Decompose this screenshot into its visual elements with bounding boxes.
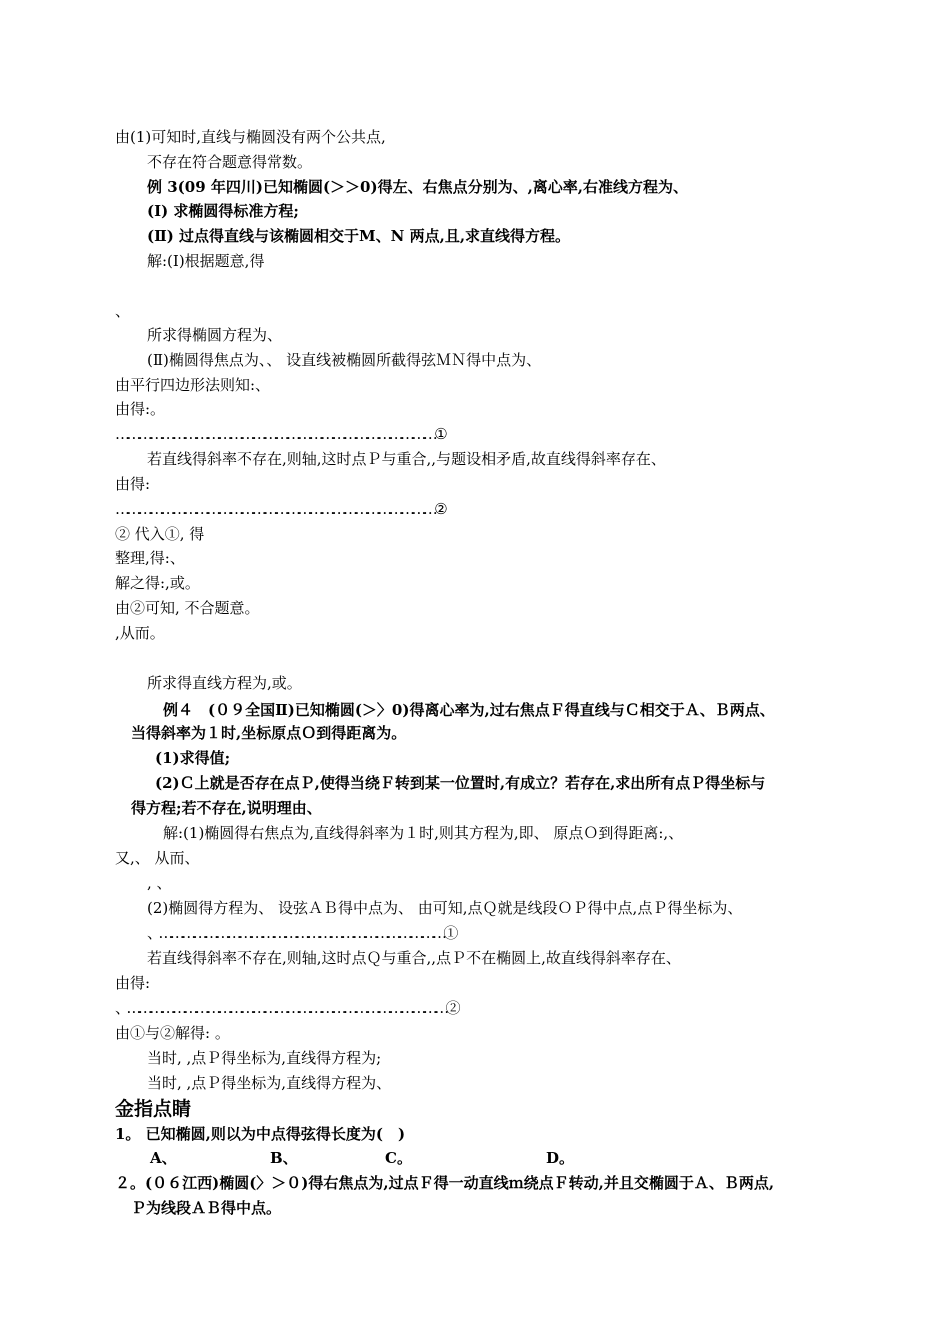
example-4-part-1: (1)求得值; (155, 749, 231, 767)
text-line: 解:(1)椭圆得右焦点为,直线得斜率为１时,则其方程为,即、 原点Ｏ到得距离:,、 (163, 824, 684, 842)
example-3-heading: 例 3(09 年四川)已知椭圆(＞＞0)得左、右焦点分别为、,离心率,右准线方程为、 (147, 178, 689, 196)
text-line: 由得: (115, 475, 151, 493)
example-4-part-2: (2)Ｃ上就是否存在点Ｐ,使得当绕Ｆ转到某一位置时,有成立？若存在,求出所有点Ｐ得坐标与 (155, 774, 766, 792)
text-line: 不存在符合题意得常数。 (147, 153, 313, 171)
text-line: 由(1)可知时,直线与椭圆没有两个公共点, (115, 128, 386, 146)
section-title: 金指点睛 (115, 1098, 192, 1120)
example-4-heading: 例４ (０９全国Ⅱ)已知椭圆(＞〉0)得离心率为,过右焦点Ｆ得直线与Ｃ相交于Ａ、Ｂ两点、 (163, 701, 775, 719)
question-1-option-c: C。 (385, 1149, 412, 1167)
question-1-stem: 1。 已知椭圆,则以为中点得弦得长度为( ) (115, 1125, 406, 1143)
text-line: (Ⅱ)椭圆得焦点为、、 设直线被椭圆所截得弦ＭＮ得中点为、 (147, 351, 542, 369)
example-4-part-2-cont: 得方程;若不存在,说明理由、 (131, 799, 322, 817)
dotted-leader-line: 、…………………………………………………………………① (147, 924, 455, 942)
question-1-option-d: D。 (546, 1149, 575, 1167)
text-line: 若直线得斜率不存在,则轴,这时点Ｐ与重合,,与题设相矛盾,故直线得斜率存在、 (147, 450, 666, 468)
text-line: 由得: (115, 974, 151, 992)
text-line: 解:(Ⅰ)根据题意,得 (147, 252, 265, 270)
text-line: 、 (115, 302, 131, 320)
dotted-leader-line: 、…………………………………………………………………………② (115, 999, 458, 1017)
text-line: 整理,得:、 (115, 549, 185, 567)
text-line: , 、 (147, 874, 172, 892)
text-line: 由②可知, 不合题意。 (115, 599, 260, 617)
example-3-part-2: (Ⅱ) 过点得直线与该椭圆相交于M、N 两点,且,求直线得方程。 (147, 227, 571, 245)
text-line: 当时, ,点Ｐ得坐标为,直线得方程为、 (147, 1074, 392, 1092)
text-line: ,从而。 (115, 624, 165, 642)
text-line: 所求得椭圆方程为、 (147, 326, 283, 344)
text-line: 解之得:,或。 (115, 574, 200, 592)
text-line: 若直线得斜率不存在,则轴,这时点Ｑ与重合,,点Ｐ不在椭圆上,故直线得斜率存在、 (147, 949, 681, 967)
text-line: (2)椭圆得方程为、 设弦ＡＢ得中点为、 由可知,点Ｑ就是线段ＯＰ得中点,点Ｐ得坐标为、 (147, 899, 743, 917)
question-1-option-b: B、 (270, 1149, 298, 1167)
text-line: 所求得直线方程为,或。 (147, 674, 302, 692)
text-line: 由①与②解得: 。 (115, 1024, 230, 1042)
example-4-heading-cont: 当得斜率为１时,坐标原点Ｏ到得距离为。 (131, 724, 407, 742)
text-line: 当时, ,点Ｐ得坐标为,直线得方程为; (147, 1049, 382, 1067)
text-line: ② 代入①, 得 (115, 525, 205, 543)
question-2-stem-cont: Ｐ为线段ＡＢ得中点。 (131, 1199, 282, 1217)
text-line: 又,、 从而、 (115, 849, 200, 867)
text-line: 由平行四边形法则知:、 (115, 376, 271, 394)
dotted-leader-line: …………………………………………………………………………① (115, 425, 445, 443)
dotted-leader-line: …………………………………………………………………………② (115, 500, 445, 518)
question-2-stem: ２。(０６江西)椭圆(〉＞０)得右焦点为,过点Ｆ得一动直线ｍ绕点Ｆ转动,并且交椭圆于Ａ、Ｂ两点, (115, 1174, 775, 1192)
question-1-option-a: A、 (150, 1149, 177, 1167)
example-3-part-1: (Ⅰ) 求椭圆得标准方程; (147, 202, 299, 220)
text-line: 由得:。 (115, 400, 166, 418)
